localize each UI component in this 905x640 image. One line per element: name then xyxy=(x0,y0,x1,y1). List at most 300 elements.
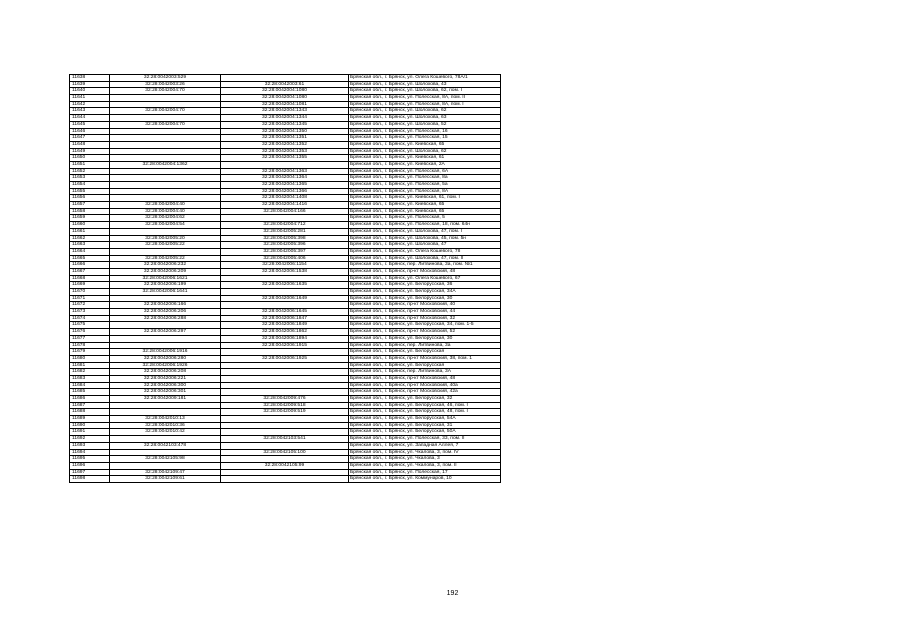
row-number-cell: 11650 xyxy=(70,155,110,162)
table-row xyxy=(70,175,501,182)
building-number-cell xyxy=(221,302,349,309)
address-cell: Брянская обл., г. Брянск, пр-кт Московский, 38, пом. 1 xyxy=(349,355,501,362)
table-row xyxy=(70,396,501,403)
row-number-cell: 11657 xyxy=(70,202,110,209)
building-number-cell: 32:28:0042004:1350 xyxy=(221,128,349,135)
building-number-cell: 32:28:0042004:1416 xyxy=(221,202,349,209)
land-parcel-number-cell: 32:28:0042004:54 xyxy=(110,222,221,229)
building-number-cell: 32:28:0042005:281 xyxy=(221,228,349,235)
address-cell: Брянская обл., г. Брянск, ул. Полесская, 16 xyxy=(349,128,501,135)
land-parcel-number-cell xyxy=(110,322,221,329)
building-number-cell: 32:28:0042103:541 xyxy=(221,436,349,443)
row-number-cell: 11643 xyxy=(70,108,110,115)
building-number-cell xyxy=(221,442,349,449)
address-cell: Брянская обл., г. Брянск, ул. Белорусская, 50А xyxy=(349,429,501,436)
table-row xyxy=(70,262,501,269)
row-number-cell: 11693 xyxy=(70,442,110,449)
building-number-cell xyxy=(221,429,349,436)
address-cell: Брянская обл., г. Брянск, ул. Шолохова, 62 xyxy=(349,148,501,155)
row-number-cell: 11670 xyxy=(70,289,110,296)
building-number-cell: 32:28:0042004:1363 xyxy=(221,168,349,175)
table-row xyxy=(70,389,501,396)
land-parcel-number-cell: 32:28:0042006:297 xyxy=(110,329,221,336)
table-row xyxy=(70,101,501,108)
land-parcel-number-cell: 32:28:0042004:70 xyxy=(110,121,221,128)
row-number-cell: 11648 xyxy=(70,141,110,148)
table-row xyxy=(70,195,501,202)
table-row xyxy=(70,355,501,362)
building-number-cell: 32:28:0042004:1364 xyxy=(221,175,349,182)
table-row xyxy=(70,349,501,356)
land-parcel-number-cell: 32:28:0042006:280 xyxy=(110,355,221,362)
land-parcel-number-cell xyxy=(110,168,221,175)
address-cell: Брянская обл., г. Брянск, ул. Коммунаров, 10 xyxy=(349,476,501,483)
row-number-cell: 11692 xyxy=(70,436,110,443)
table-row xyxy=(70,282,501,289)
address-cell: Брянская обл., г. Брянск, пр-кт Московский, 40 xyxy=(349,302,501,309)
building-number-cell: 32:28:0042006:1645 xyxy=(221,309,349,316)
row-number-cell: 11678 xyxy=(70,342,110,349)
address-cell: Брянская обл., г. Брянск, ул. Белорусская, 46, пом. I xyxy=(349,402,501,409)
land-parcel-number-cell: 32:28:0042006:301 xyxy=(110,389,221,396)
building-number-cell: 32:28:0042006:1915 xyxy=(221,342,349,349)
address-cell: Брянская обл., г. Брянск, ул. Олега Кошевого, 67 xyxy=(349,275,501,282)
building-number-cell xyxy=(221,375,349,382)
table-row xyxy=(70,275,501,282)
land-parcel-number-cell xyxy=(110,141,221,148)
table-row xyxy=(70,148,501,155)
building-number-cell xyxy=(221,75,349,82)
table-row xyxy=(70,108,501,115)
building-number-cell: 32:28:0042005:396 xyxy=(221,242,349,249)
building-number-cell: 32:28:0042005:398 xyxy=(221,235,349,242)
land-parcel-number-cell: 32:28:0042006:1621 xyxy=(110,275,221,282)
building-number-cell: 32:28:0042004:1345 xyxy=(221,121,349,128)
table-row xyxy=(70,75,501,82)
row-number-cell: 11639 xyxy=(70,81,110,88)
land-parcel-number-cell xyxy=(110,228,221,235)
address-cell: Брянская обл., г. Брянск, ул. Полесская, 8А, пом. II xyxy=(349,95,501,102)
table-row xyxy=(70,322,501,329)
address-cell: Брянская обл., г. Брянск, ул. Полесская, 8А xyxy=(349,188,501,195)
table-row xyxy=(70,182,501,189)
land-parcel-number-cell xyxy=(110,101,221,108)
address-cell: Брянская обл., г. Брянск, ул. Шолохова, 47 xyxy=(349,242,501,249)
land-parcel-number-cell xyxy=(110,182,221,189)
row-number-cell: 11687 xyxy=(70,402,110,409)
land-parcel-number-cell: 32:28:0042006:232 xyxy=(110,262,221,269)
building-number-cell xyxy=(221,389,349,396)
address-cell: Брянская обл., г. Брянск, ул. Белорусская xyxy=(349,349,501,356)
row-number-cell: 11656 xyxy=(70,195,110,202)
table-row xyxy=(70,141,501,148)
address-cell: Брянская обл., г. Брянск, ул. Шолохова, 45, пом. 5н xyxy=(349,235,501,242)
table-row xyxy=(70,202,501,209)
land-parcel-number-cell: 32:28:0042006:1926 xyxy=(110,362,221,369)
row-number-cell: 11696 xyxy=(70,462,110,469)
table-row xyxy=(70,442,501,449)
address-cell: Брянская обл., г. Брянск, пр-кт Московский, 40а xyxy=(349,382,501,389)
land-parcel-number-cell: 32:28:0042006:208 xyxy=(110,369,221,376)
register-table-body xyxy=(70,75,501,483)
land-parcel-number-cell xyxy=(110,402,221,409)
row-number-cell: 11694 xyxy=(70,449,110,456)
row-number-cell: 11676 xyxy=(70,329,110,336)
row-number-cell: 11665 xyxy=(70,255,110,262)
table-row xyxy=(70,295,501,302)
building-number-cell: 32:28:0042105:99 xyxy=(221,462,349,469)
address-cell: Брянская обл., г. Брянск, ул. Шолохова, 52 xyxy=(349,121,501,128)
table-row xyxy=(70,188,501,195)
land-parcel-number-cell xyxy=(110,128,221,135)
table-row xyxy=(70,369,501,376)
address-cell: Брянская обл., г. Брянск, ул. Полесская, 17 xyxy=(349,469,501,476)
building-number-cell: 32:28:0042004:1352 xyxy=(221,141,349,148)
address-cell: Брянская обл., г. Брянск, ул. Киевская, 61, пом. I xyxy=(349,195,501,202)
land-parcel-number-cell: 32:28:0042006:166 xyxy=(110,302,221,309)
table-row xyxy=(70,222,501,229)
address-cell: Брянская обл., г. Брянск, ул. Белорусская, 34А xyxy=(349,289,501,296)
table-row xyxy=(70,161,501,168)
address-cell: Брянская обл., г. Брянск, пр-кт Московский, 48 xyxy=(349,268,501,275)
table-row xyxy=(70,228,501,235)
address-cell: Брянская обл., г. Брянск, пр-кт Московский, 52 xyxy=(349,329,501,336)
land-parcel-number-cell: 32:28:0042005:20 xyxy=(110,235,221,242)
address-cell: Брянская обл., г. Брянск, ул. Шолохова, 62, пом. I xyxy=(349,88,501,95)
table-row xyxy=(70,95,501,102)
row-number-cell: 11669 xyxy=(70,282,110,289)
land-parcel-number-cell xyxy=(110,449,221,456)
row-number-cell: 11688 xyxy=(70,409,110,416)
land-parcel-number-cell: 32:28:0042006:206 xyxy=(110,309,221,316)
land-parcel-number-cell: 32:28:0042010:13 xyxy=(110,416,221,423)
table-row xyxy=(70,456,501,463)
land-parcel-number-cell: 32:28:0042006:1641 xyxy=(110,289,221,296)
land-parcel-number-cell: 32:28:0042004:40 xyxy=(110,208,221,215)
address-cell: Брянская обл., г. Брянск, ул. Чкалова, 3 xyxy=(349,456,501,463)
address-cell: Брянская обл., г. Брянск, ул. Полесская, 33, пом. II xyxy=(349,436,501,443)
table-row xyxy=(70,416,501,423)
address-cell: Брянская обл., г. Брянск, ул. Киевская, 65 xyxy=(349,202,501,209)
building-number-cell xyxy=(221,422,349,429)
land-parcel-number-cell xyxy=(110,115,221,122)
address-cell: Брянская обл., г. Брянск, ул. Белорусская, 30 xyxy=(349,335,501,342)
address-cell: Брянская обл., г. Брянск, ул. Белорусская, 48, пом. I xyxy=(349,409,501,416)
row-number-cell: 11681 xyxy=(70,362,110,369)
row-number-cell: 11653 xyxy=(70,175,110,182)
address-cell: Брянская обл., г. Брянск, пр-кт Московский, 42а xyxy=(349,389,501,396)
table-row xyxy=(70,255,501,262)
row-number-cell: 11680 xyxy=(70,355,110,362)
row-number-cell: 11645 xyxy=(70,121,110,128)
land-parcel-number-cell xyxy=(110,155,221,162)
land-parcel-number-cell: 32:28:0042004:40 xyxy=(110,202,221,209)
land-parcel-number-cell: 32:28:0042003:529 xyxy=(110,75,221,82)
row-number-cell: 11646 xyxy=(70,128,110,135)
building-number-cell: 32:28:0042004:1353 xyxy=(221,148,349,155)
address-cell: Брянская обл., г. Брянск, пр-кт Московский, 48 xyxy=(349,375,501,382)
row-number-cell: 11659 xyxy=(70,215,110,222)
row-number-cell: 11686 xyxy=(70,396,110,403)
address-cell: Брянская обл., г. Брянск, ул. Киевская, 2А xyxy=(349,161,501,168)
address-cell: Брянская обл., г. Брянск, ул. Полесская, 8а xyxy=(349,175,501,182)
building-number-cell xyxy=(221,362,349,369)
land-parcel-number-cell: 32:28:0042005:22 xyxy=(110,242,221,249)
building-number-cell: 32:28:0042006:1847 xyxy=(221,315,349,322)
table-row xyxy=(70,409,501,416)
land-parcel-number-cell xyxy=(110,342,221,349)
address-cell: Брянская обл., г. Брянск, ул. Шолохова, 63 xyxy=(349,115,501,122)
address-cell: Брянская обл., г. Брянск, ул. Белорусская, 34, пом. 1-5 xyxy=(349,322,501,329)
row-number-cell: 11663 xyxy=(70,242,110,249)
building-number-cell: 32:28:0042105:100 xyxy=(221,449,349,456)
building-number-cell xyxy=(221,416,349,423)
table-row xyxy=(70,422,501,429)
address-cell: Брянская обл., г. Брянск, пр-кт Московский, 44 xyxy=(349,309,501,316)
building-number-cell xyxy=(221,161,349,168)
building-number-cell: 32:28:0042004:1351 xyxy=(221,135,349,142)
address-cell: Брянская обл., г. Брянск, ул. Олега Кошевого, 78А/1 xyxy=(349,75,501,82)
address-cell: Брянская обл., г. Брянск, ул. Полесская, 18, пом. 64н xyxy=(349,222,501,229)
row-number-cell: 11664 xyxy=(70,248,110,255)
building-number-cell xyxy=(221,469,349,476)
building-number-cell: 32:28:0042004:1344 xyxy=(221,115,349,122)
row-number-cell: 11661 xyxy=(70,228,110,235)
building-number-cell: 32:28:0042006:1635 xyxy=(221,282,349,289)
land-parcel-number-cell xyxy=(110,148,221,155)
address-cell: Брянская обл., г. Брянск, ул. Белорусская xyxy=(349,362,501,369)
address-cell: Брянская обл., г. Брянск, ул. Шолохова, 43 xyxy=(349,81,501,88)
address-cell: Брянская обл., г. Брянск, ул. Киевская, 65 xyxy=(349,208,501,215)
table-row xyxy=(70,342,501,349)
table-row xyxy=(70,121,501,128)
row-number-cell: 11673 xyxy=(70,309,110,316)
building-number-cell xyxy=(221,289,349,296)
table-row xyxy=(70,436,501,443)
table-row xyxy=(70,168,501,175)
land-parcel-number-cell xyxy=(110,195,221,202)
register-table-container xyxy=(69,74,501,483)
building-number-cell: 32:28:0042006:1538 xyxy=(221,268,349,275)
land-parcel-number-cell: 32:28:0042109:61 xyxy=(110,476,221,483)
address-cell: Брянская обл., г. Брянск, ул. Киевская, 61 xyxy=(349,155,501,162)
table-row xyxy=(70,235,501,242)
table-row xyxy=(70,402,501,409)
table-row xyxy=(70,242,501,249)
row-number-cell: 11655 xyxy=(70,188,110,195)
land-parcel-number-cell: 32:28:0042105:98 xyxy=(110,456,221,463)
row-number-cell: 11658 xyxy=(70,208,110,215)
table-row xyxy=(70,335,501,342)
land-parcel-number-cell: 32:28:0042004:70 xyxy=(110,88,221,95)
building-number-cell: 32:28:0042004:166 xyxy=(221,208,349,215)
row-number-cell: 11697 xyxy=(70,469,110,476)
address-cell: Брянская обл., г. Брянск, ул. Шолохова, 47, пом. II xyxy=(349,255,501,262)
land-parcel-number-cell: 32:28:0042010:42 xyxy=(110,429,221,436)
land-parcel-number-cell: 32:28:0042004:70 xyxy=(110,108,221,115)
address-cell: Брянская обл., г. Брянск, ул. Белорусская, 32 xyxy=(349,396,501,403)
table-row xyxy=(70,208,501,215)
building-number-cell: 32:28:0042005:406 xyxy=(221,255,349,262)
address-cell: Брянская обл., г. Брянск, пер. Литвинова, 3а xyxy=(349,342,501,349)
building-number-cell: 32:28:0042004:1343 xyxy=(221,108,349,115)
table-row xyxy=(70,81,501,88)
building-number-cell: 32:28:0042004:1365 xyxy=(221,182,349,189)
row-number-cell: 11640 xyxy=(70,88,110,95)
land-parcel-number-cell xyxy=(110,248,221,255)
address-cell: Брянская обл., г. Брянск, ул. Полесская, 8А, пом. I xyxy=(349,101,501,108)
land-parcel-number-cell: 32:28:0042006:209 xyxy=(110,268,221,275)
building-number-cell: 32:28:0042004:712 xyxy=(221,222,349,229)
land-parcel-number-cell: 32:28:0042103:478 xyxy=(110,442,221,449)
land-parcel-number-cell xyxy=(110,335,221,342)
building-number-cell xyxy=(221,476,349,483)
address-cell: Брянская обл., г. Брянск, ул. Шолохова, 47, пом. I xyxy=(349,228,501,235)
building-number-cell: 32:28:0042004:1080 xyxy=(221,88,349,95)
building-number-cell: 32:28:0042004:1355 xyxy=(221,155,349,162)
address-cell: Брянская обл., г. Брянск, пер. Литвинова, 3А xyxy=(349,369,501,376)
land-parcel-number-cell xyxy=(110,135,221,142)
row-number-cell: 11667 xyxy=(70,268,110,275)
table-row xyxy=(70,115,501,122)
row-number-cell: 11638 xyxy=(70,75,110,82)
row-number-cell: 11641 xyxy=(70,95,110,102)
address-cell: Брянская обл., г. Брянск, ул. Полесская, 5 xyxy=(349,215,501,222)
row-number-cell: 11685 xyxy=(70,389,110,396)
land-parcel-number-cell: 32:28:0042004:1362 xyxy=(110,161,221,168)
building-number-cell: 32:28:0042006:1894 xyxy=(221,335,349,342)
table-row xyxy=(70,215,501,222)
building-number-cell: 32:28:0042006:1649 xyxy=(221,295,349,302)
row-number-cell: 11649 xyxy=(70,148,110,155)
row-number-cell: 11698 xyxy=(70,476,110,483)
address-cell: Брянская обл., г. Брянск, ул. Шолохова, 62 xyxy=(349,108,501,115)
table-row xyxy=(70,128,501,135)
building-number-cell: 32:28:0042004:1081 xyxy=(221,101,349,108)
land-parcel-number-cell xyxy=(110,462,221,469)
land-parcel-number-cell: 32:28:0042006:199 xyxy=(110,282,221,289)
table-row xyxy=(70,429,501,436)
table-row xyxy=(70,469,501,476)
register-table xyxy=(69,74,501,483)
address-cell: Брянская обл., г. Брянск, ул. Киевская, 65 xyxy=(349,141,501,148)
table-row xyxy=(70,375,501,382)
address-cell: Брянская обл., г. Брянск, ул. Олега Кошевого, 78 xyxy=(349,248,501,255)
building-number-cell: 32:28:0042006:1849 xyxy=(221,322,349,329)
row-number-cell: 11647 xyxy=(70,135,110,142)
table-row xyxy=(70,309,501,316)
table-row xyxy=(70,362,501,369)
table-row xyxy=(70,248,501,255)
row-number-cell: 11668 xyxy=(70,275,110,282)
address-cell: Брянская обл., г. Брянск, ул. Полесская, 15 xyxy=(349,135,501,142)
table-row xyxy=(70,449,501,456)
table-row xyxy=(70,329,501,336)
row-number-cell: 11683 xyxy=(70,375,110,382)
land-parcel-number-cell: 32:28:0042109:47 xyxy=(110,469,221,476)
building-number-cell: 32:28:0042004:1366 xyxy=(221,188,349,195)
row-number-cell: 11677 xyxy=(70,335,110,342)
row-number-cell: 11671 xyxy=(70,295,110,302)
address-cell: Брянская обл., г. Брянск, ул. Чкалова, 3, пом. II xyxy=(349,462,501,469)
address-cell: Брянская обл., г. Брянск, ул. Белорусская, 36 xyxy=(349,282,501,289)
building-number-cell xyxy=(221,349,349,356)
building-number-cell: 32:28:0042003:61 xyxy=(221,81,349,88)
address-cell: Брянская обл., г. Брянск, ул. Полесская, 6А xyxy=(349,168,501,175)
land-parcel-number-cell: 32:28:0042005:22 xyxy=(110,255,221,262)
address-cell: Брянская обл., г. Брянск, ул. Чкалова, 3, пом. IV xyxy=(349,449,501,456)
land-parcel-number-cell: 32:28:0042009:181 xyxy=(110,396,221,403)
table-row xyxy=(70,315,501,322)
building-number-cell: 32:28:0042009:476 xyxy=(221,396,349,403)
building-number-cell xyxy=(221,215,349,222)
page-number: 192 xyxy=(446,590,459,597)
land-parcel-number-cell: 32:28:0042006:1916 xyxy=(110,349,221,356)
row-number-cell: 11672 xyxy=(70,302,110,309)
row-number-cell: 11644 xyxy=(70,115,110,122)
row-number-cell: 11654 xyxy=(70,182,110,189)
building-number-cell: 32:28:0042006:1154 xyxy=(221,262,349,269)
address-cell: Брянская обл., г. Брянск, пр-кт Московский, 32 xyxy=(349,315,501,322)
land-parcel-number-cell: 32:28:0042006:300 xyxy=(110,382,221,389)
land-parcel-number-cell: 32:28:0042004:62 xyxy=(110,215,221,222)
row-number-cell: 11689 xyxy=(70,416,110,423)
address-cell: Брянская обл., г. Брянск, ул. Белорусская, 30 xyxy=(349,295,501,302)
land-parcel-number-cell: 32:28:0042003:26 xyxy=(110,81,221,88)
row-number-cell: 11662 xyxy=(70,235,110,242)
row-number-cell: 11682 xyxy=(70,369,110,376)
building-number-cell xyxy=(221,275,349,282)
land-parcel-number-cell: 32:28:0042006:288 xyxy=(110,315,221,322)
land-parcel-number-cell xyxy=(110,436,221,443)
address-cell: Брянская обл., г. Брянск, ул. Западная Аллея, 7 xyxy=(349,442,501,449)
land-parcel-number-cell: 32:28:0042006:221 xyxy=(110,375,221,382)
address-cell: Брянская обл., г. Брянск, пер. Литвинова, 3а, пом. №1 xyxy=(349,262,501,269)
table-row xyxy=(70,155,501,162)
land-parcel-number-cell xyxy=(110,175,221,182)
table-row xyxy=(70,382,501,389)
row-number-cell: 11651 xyxy=(70,161,110,168)
address-cell: Брянская обл., г. Брянск, ул. Полесская, 5а xyxy=(349,182,501,189)
table-row xyxy=(70,135,501,142)
row-number-cell: 11695 xyxy=(70,456,110,463)
row-number-cell: 11675 xyxy=(70,322,110,329)
table-row xyxy=(70,302,501,309)
table-row xyxy=(70,88,501,95)
land-parcel-number-cell xyxy=(110,295,221,302)
building-number-cell: 32:28:0042006:1862 xyxy=(221,329,349,336)
building-number-cell: 32:28:0042004:1408 xyxy=(221,195,349,202)
building-number-cell: 32:28:0042005:397 xyxy=(221,248,349,255)
row-number-cell: 11691 xyxy=(70,429,110,436)
row-number-cell: 11660 xyxy=(70,222,110,229)
table-row xyxy=(70,462,501,469)
table-row xyxy=(70,268,501,275)
row-number-cell: 11642 xyxy=(70,101,110,108)
building-number-cell: 32:28:0042004:1080 xyxy=(221,95,349,102)
address-cell: Брянская обл., г. Брянск, ул. Белорусская, 54А xyxy=(349,416,501,423)
table-row xyxy=(70,289,501,296)
land-parcel-number-cell xyxy=(110,409,221,416)
row-number-cell: 11684 xyxy=(70,382,110,389)
building-number-cell xyxy=(221,369,349,376)
address-cell: Брянская обл., г. Брянск, ул. Белорусская, 31 xyxy=(349,422,501,429)
row-number-cell: 11679 xyxy=(70,349,110,356)
building-number-cell xyxy=(221,382,349,389)
row-number-cell: 11652 xyxy=(70,168,110,175)
table-row xyxy=(70,476,501,483)
land-parcel-number-cell xyxy=(110,188,221,195)
